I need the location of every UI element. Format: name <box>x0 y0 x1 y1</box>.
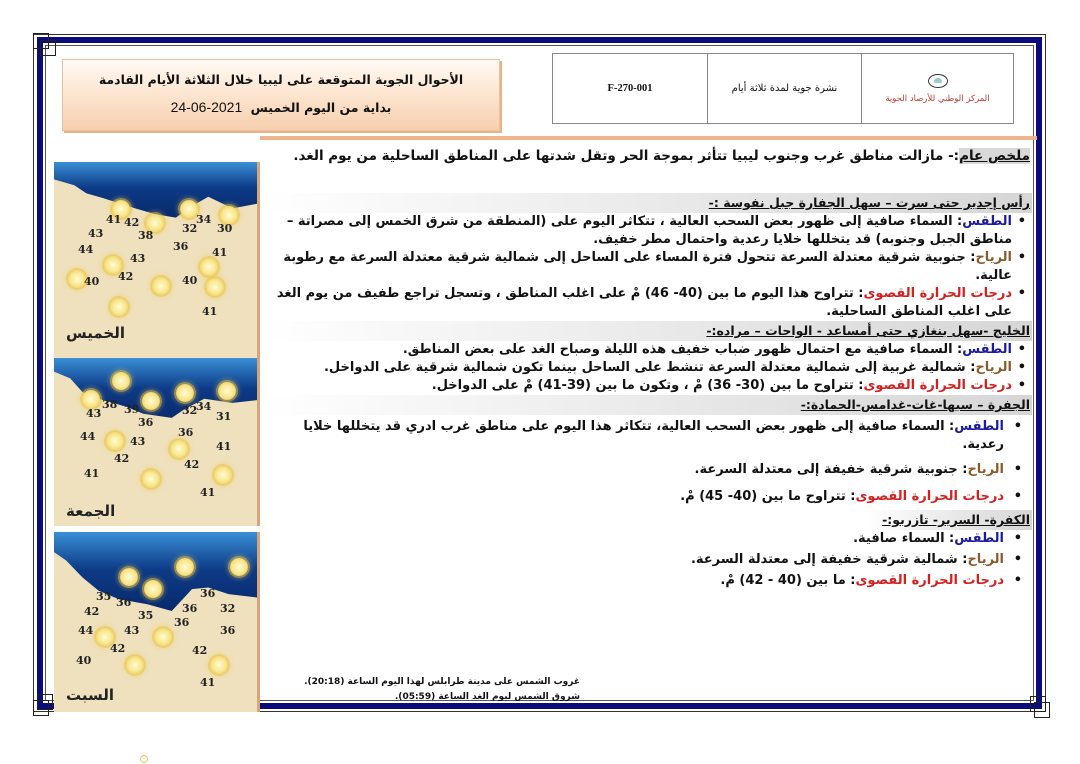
map-temperature: 31 <box>216 410 232 423</box>
map-temperature: 41 <box>106 213 122 226</box>
temp-bullet <box>262 488 1026 506</box>
temp-label: درجات الحرارة القصوى <box>855 573 1004 588</box>
region-heading: الجفرة – سبها-غات-غدامس-الحمادة:- <box>262 395 1032 415</box>
map-temperature: 40 <box>76 654 92 667</box>
frame-corner-ornament <box>37 694 53 710</box>
map-temperature: 43 <box>124 624 140 637</box>
summary-text: :- مازالت مناطق غرب وجنوب ليبيا تتأثر بموجة الحر وتقل شدتها على المناطق الساحلية من يوم الغد. <box>293 148 960 164</box>
map-temperature: 35 <box>96 590 112 603</box>
sunny-icon <box>144 580 162 598</box>
region-heading: الخليج -سهل بنغازي حتى أمساعد - الواحات – مراده:- <box>262 321 1032 341</box>
region-section-southeast <box>262 509 1032 590</box>
map-temperature: 38 <box>102 398 118 411</box>
temp-text: : ما بين (40 - 42) مْ. <box>720 573 856 588</box>
map-temperature: 36 <box>116 596 132 609</box>
map-temperature: 42 <box>110 642 126 655</box>
sunny-icon <box>82 390 100 408</box>
weather-text: : السماء صافية إلى ظهور بعض السحب العالية ، تتكاثر اليوم على (المنطقة من شرق الخمس إلى مصراتة – مناطق الجبل وجنوبه) قد يتخللها خلايا رعدية واحتمال مطر خفيف. <box>286 214 1012 247</box>
forecast-map-saturday <box>54 532 260 712</box>
map-temperature: 36 <box>220 624 236 637</box>
weather-bullet <box>262 213 1026 249</box>
temp-text: : تتراوح ما بين (40- 45) مْ. <box>680 489 856 504</box>
bulletin-name-cell <box>707 54 861 123</box>
region-heading: رأس إجدير حتى سرت – سهل الجفارة جبل نفوسة :- <box>262 193 1032 213</box>
wind-bullet <box>262 249 1026 285</box>
bulletin-subtitle <box>63 99 499 115</box>
map-temperature: 38 <box>138 229 154 242</box>
weather-label: الطقس <box>954 419 1004 434</box>
header-table <box>552 53 1014 124</box>
org-cell <box>861 54 1013 123</box>
sunny-icon <box>176 558 194 576</box>
forecast-text-column <box>262 142 1032 702</box>
weather-bullet <box>262 418 1026 454</box>
map-temperature: 36 <box>182 602 198 615</box>
start-day-label: بداية من اليوم الخميس <box>250 100 392 115</box>
form-code-cell <box>553 54 707 123</box>
header-divider <box>260 136 1037 140</box>
map-temperature: 36 <box>178 426 194 439</box>
wind-label: الرياح <box>967 552 1004 567</box>
map-temperature: 36 <box>173 240 189 253</box>
weather-label: الطقس <box>962 342 1012 357</box>
map-temperature: 42 <box>124 216 140 229</box>
sunny-icon <box>152 277 170 295</box>
sunrise-text: شروق الشمس ليوم الغد الساعة (05:59). <box>394 692 580 702</box>
temp-bullet <box>262 572 1026 590</box>
map-temperature: 32 <box>182 404 198 417</box>
weather-bullet <box>262 341 1026 359</box>
bulletin-name: نشرة جوية لمدة ثلاثة أيام <box>731 83 838 94</box>
map-temperature: 41 <box>200 676 216 689</box>
sunny-icon <box>200 258 218 276</box>
sunny-icon <box>210 656 228 674</box>
map-temperature: 40 <box>84 275 100 288</box>
temp-bullet <box>262 377 1026 395</box>
temp-label: درجات الحرارة القصوى <box>863 378 1012 393</box>
wind-bullet <box>262 359 1026 377</box>
cloud-logo-icon <box>928 74 948 88</box>
sunny-icon <box>126 656 144 674</box>
region-bullets <box>262 341 1032 395</box>
map-temperature: 43 <box>130 252 146 265</box>
map-day-label: الخميس <box>66 324 125 342</box>
map-temperature: 40 <box>182 274 198 287</box>
sunny-icon <box>218 382 236 400</box>
weather-text: : السماء صافية مع احتمال ظهور ضباب خفيف هذه الليلة وصباح الغد على بعض المناطق. <box>402 342 963 357</box>
wind-label: الرياح <box>975 250 1012 265</box>
wind-label: الرياح <box>967 462 1004 477</box>
region-section-east-coast <box>262 321 1032 395</box>
sunny-icon <box>142 392 160 410</box>
map-temperature: 39 <box>124 403 140 416</box>
map-temperature: 36 <box>138 416 154 429</box>
map-temperature: 41 <box>212 246 228 259</box>
temp-bullet <box>262 285 1026 321</box>
temp-label: درجات الحرارة القصوى <box>855 489 1004 504</box>
map-temperature: 42 <box>184 458 200 471</box>
map-temperature: 34 <box>196 400 212 413</box>
region-bullets <box>262 418 1032 506</box>
temp-text: : تتراوح ما بين (30- 36) مْ ، وتكون ما بين (39-41) مْ على الدواخل. <box>431 378 864 393</box>
map-temperature: 44 <box>78 624 94 637</box>
wind-bullet <box>262 551 1026 569</box>
map-temperature: 43 <box>130 435 146 448</box>
map-temperature: 32 <box>220 602 236 615</box>
bulletin-title-box <box>62 59 500 131</box>
map-temperature: 42 <box>192 644 208 657</box>
sunny-icon <box>214 466 232 484</box>
sunny-icon <box>230 558 248 576</box>
sunny-icon <box>112 372 130 390</box>
wind-text: : جنوبية شرقية خفيفة إلى معتدلة السرعة. <box>694 462 968 477</box>
general-summary <box>262 146 1032 166</box>
bulletin-date: 2021-06-24 <box>170 99 243 115</box>
sunny-icon <box>142 470 160 488</box>
form-code: F-270-001 <box>607 83 653 94</box>
wind-text: : شمالية غربية إلى شمالية معتدلة السرعة تنشط على الساحل بينما تكون شمالية شرقية على الدواخل. <box>323 360 976 375</box>
map-temperature: 42 <box>84 605 100 618</box>
wind-text: : شمالية شرقية خفيفة إلى معتدلة السرعة. <box>690 552 968 567</box>
region-section-west-coast <box>262 193 1032 321</box>
map-temperature: 41 <box>200 486 216 499</box>
map-temperature: 32 <box>182 222 198 235</box>
weather-label: الطقس <box>954 531 1004 546</box>
sunny-icon <box>170 440 188 458</box>
sunny-icon <box>120 568 138 586</box>
map-temperature: 35 <box>138 609 154 622</box>
wind-text: : جنوبية شرقية معتدلة السرعة تتحول فترة المساء على الساحل إلى شمالية شرقية معتدلة السرعة مع رطوبة عالية. <box>283 250 1012 283</box>
map-temperature: 34 <box>196 213 212 226</box>
frame-corner-ornament <box>40 40 56 56</box>
map-day-label: السبت <box>66 686 115 704</box>
sunny-icon <box>154 628 172 646</box>
map-temperature: 43 <box>88 227 104 240</box>
sunny-icon <box>106 432 124 450</box>
map-temperature: 44 <box>78 243 94 256</box>
frame-corner-ornament <box>1034 702 1050 718</box>
map-temperature: 41 <box>84 467 100 480</box>
region-section-southwest <box>262 395 1032 506</box>
sunny-icon <box>176 384 194 402</box>
sunset-text: غروب الشمس على مدينة طرابلس لهذا اليوم الساعة (20:18). <box>304 677 580 687</box>
weather-bullet <box>262 530 1026 548</box>
map-temperature: 44 <box>80 430 96 443</box>
weather-text: : السماء صافية إلى ظهور بعض السحب العالية، تتكاثر هذا اليوم على مناطق غرب ادري قد يتخللها خلايا رعدية. <box>303 419 1004 452</box>
org-name: المركز الوطني للأرصاد الجوية <box>885 93 990 104</box>
map-temperature: 42 <box>118 270 134 283</box>
bulletin-title: الأحوال الجوية المتوقعة على ليبيا خلال الثلاثة الأيام القادمة <box>98 72 464 87</box>
sunny-icon <box>206 278 224 296</box>
map-temperature: 30 <box>217 222 233 235</box>
map-temperature: 43 <box>86 407 102 420</box>
wind-bullet <box>262 461 1026 479</box>
decorative-mark <box>140 755 148 763</box>
temp-text: : تتراوح هذا اليوم ما بين (40- 46) مْ على اغلب المناطق ، وتسجل تراجع طفيف من يوم الغد على اغلب المناطق الساحلية. <box>276 286 1012 319</box>
map-temperature: 36 <box>174 616 190 629</box>
weather-label: الطقس <box>962 214 1012 229</box>
weather-text: : السماء صافية. <box>853 531 955 546</box>
sun-times-note <box>270 675 580 705</box>
map-temperature: 41 <box>202 305 218 318</box>
map-temperature: 36 <box>200 587 216 600</box>
map-day-label: الجمعة <box>66 502 116 520</box>
sunny-icon <box>110 298 128 316</box>
wind-label: الرياح <box>975 360 1012 375</box>
map-temperature: 41 <box>216 440 232 453</box>
map-temperature: 42 <box>114 452 130 465</box>
region-heading: الكفرة- السرير- تازربو:- <box>864 510 1032 530</box>
temp-label: درجات الحرارة القصوى <box>863 286 1012 301</box>
forecast-map-friday <box>54 346 260 526</box>
forecast-map-thursday <box>54 162 260 346</box>
region-bullets <box>262 530 1032 590</box>
region-bullets <box>262 213 1032 321</box>
summary-label: ملخص عام <box>959 148 1030 164</box>
